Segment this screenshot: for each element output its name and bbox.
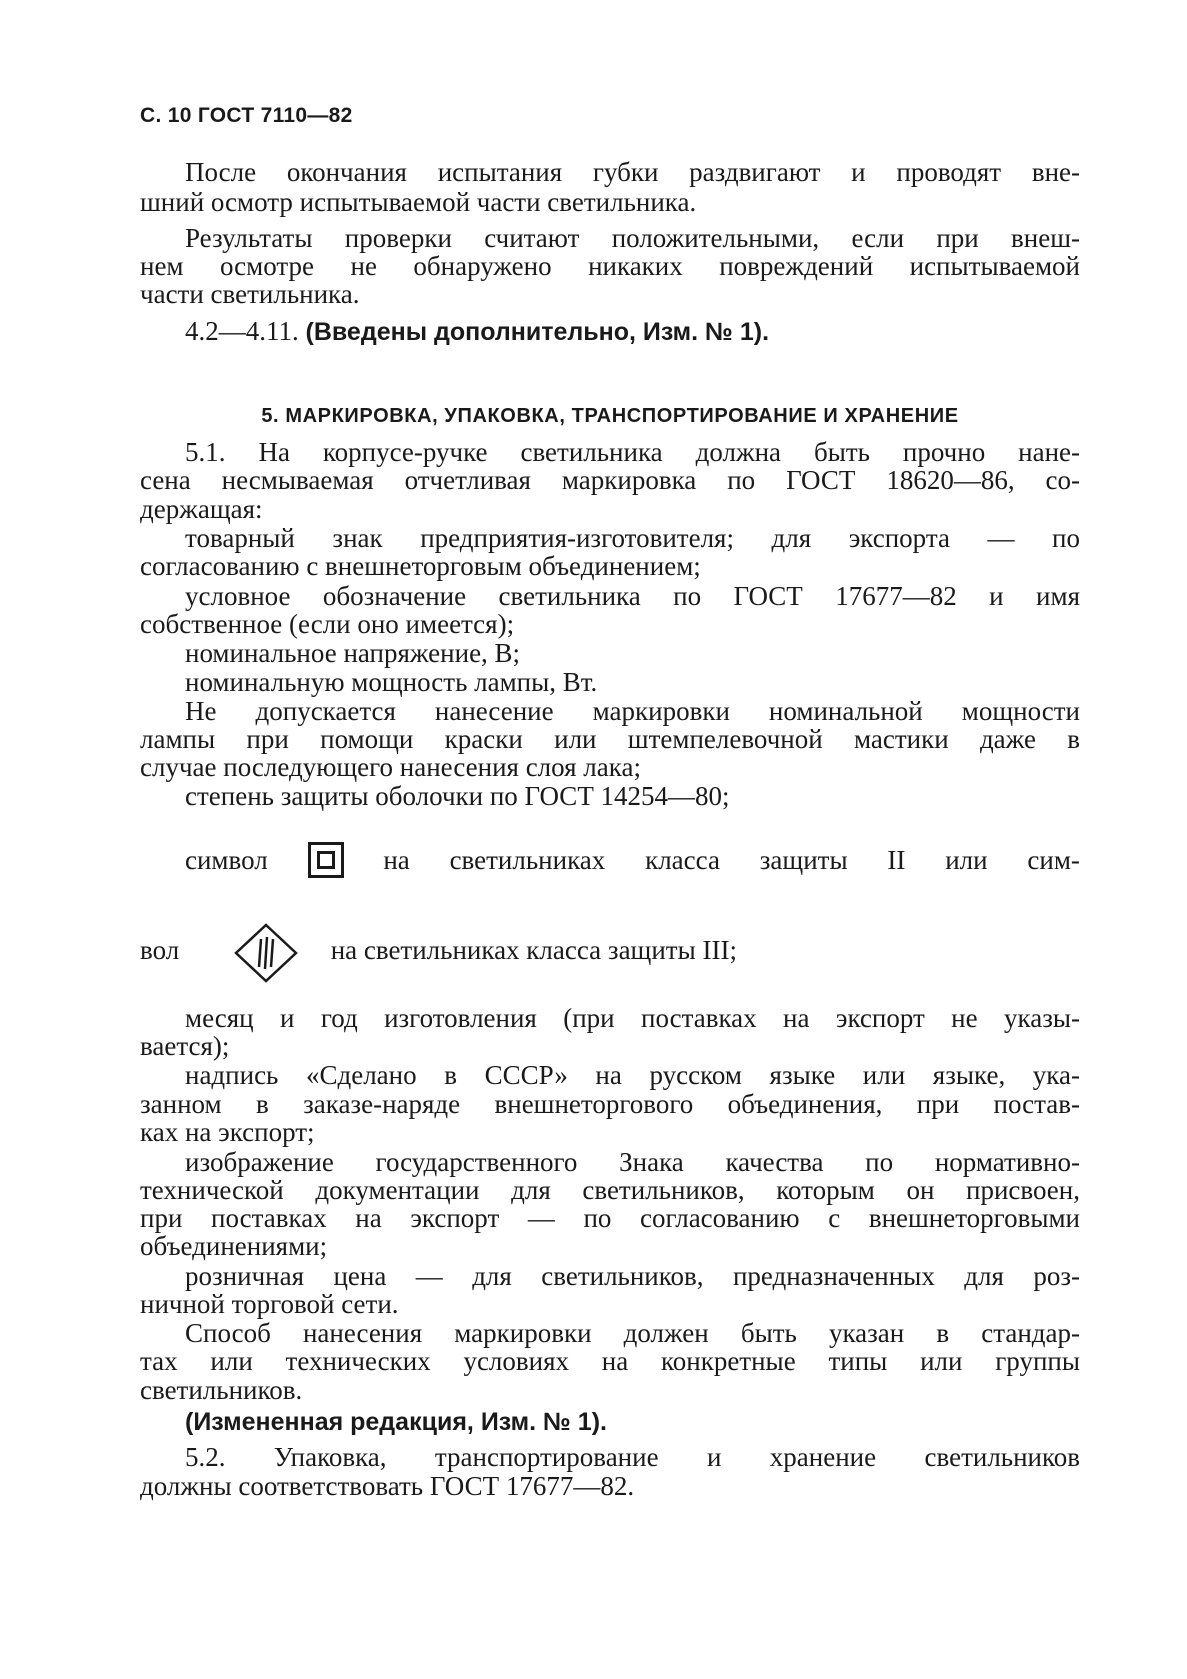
sym-word-5: защиты: [759, 845, 848, 875]
item8-line4: объединениями;: [140, 1231, 328, 1261]
p1-line1: После окончания испытания губки раздвигают и проводят вне-: [185, 157, 1080, 187]
diamond-class-iii-icon: [226, 921, 306, 985]
item8-line2: технической документации для светильников, которым он присвоен,: [140, 1175, 1080, 1205]
item8-line1: изображение государственного Знака качества по нормативно-: [185, 1147, 1080, 1177]
p51-line1: 5.1. На корпусе-ручке светильника должна быть прочно нане-: [185, 437, 1080, 467]
p52-line1: 5.2. Упаковка, транспортирование и хранение светильников: [185, 1442, 1080, 1472]
sym-word-2: на: [383, 845, 410, 875]
sym-word-6: II: [887, 845, 906, 875]
p-method-line3: светильников.: [140, 1375, 303, 1405]
item3: номинальное напряжение, В;: [185, 638, 521, 668]
standard-number: ГОСТ 7110—82: [197, 104, 353, 127]
sym-word-7: или: [945, 845, 988, 875]
item6-line2: вается);: [140, 1031, 230, 1061]
sym-word-1: символ: [185, 845, 268, 875]
item9-line2: ничной торговой сети.: [140, 1289, 399, 1319]
sym2-rest: на светильниках класса защиты III;: [330, 935, 737, 965]
page-number: С. 10: [140, 104, 192, 127]
symbol-line-2: [140, 918, 1080, 982]
item2-line1: условное обозначение светильника по ГОСТ 17677—82 и имя: [185, 581, 1080, 611]
p2-line1: Результаты проверки считают положительными, если при внеш-: [185, 223, 1080, 253]
symbol-line-1: [185, 838, 1080, 882]
item9-line1: розничная цена — для светильников, предназначенных для роз-: [185, 1261, 1080, 1291]
note1-number: 4.2—4.11.: [185, 316, 299, 346]
p-not-line2: лампы при помощи краски или штемпелевочной мастики даже в: [140, 724, 1080, 754]
amendment-note-1: [185, 316, 1080, 347]
item4: номинальную мощность лампы, Вт.: [185, 667, 598, 697]
item1-line1: товарный знак предприятия-изготовителя; для экспорта — по: [185, 523, 1080, 553]
double-square-icon: [308, 842, 344, 878]
amendment-note-2: (Измененная редакция, Изм. № 1).: [185, 1408, 607, 1436]
p51-line2: сена несмываемая отчетливая маркировка по ГОСТ 18620—86, со-: [140, 465, 1080, 495]
sym2-word-1: вол: [140, 935, 180, 965]
p-not-line1: Не допускается нанесение маркировки номинальной мощности: [185, 696, 1080, 726]
sym-word-4: класса: [645, 845, 720, 875]
sym-word-8: сим-: [1027, 845, 1080, 875]
p-method-line2: тах или технических условиях на конкретные типы или группы: [140, 1346, 1080, 1376]
item1-line2: согласованию с внешнеторговым объединением;: [140, 551, 701, 581]
p-not-line3: случае последующего нанесения слоя лака;: [140, 752, 641, 782]
p51-line3: держащая:: [140, 494, 263, 524]
sym-word-3: светильниках: [449, 845, 606, 875]
item8-line3: при поставках на экспорт — по согласованию с внешнеторговыми: [140, 1203, 1080, 1233]
item7-line3: ках на экспорт;: [140, 1117, 315, 1147]
p2-line2: нем осмотре не обнаружено никаких повреждений испытываемой: [140, 251, 1080, 281]
p1-line2: шний осмотр испытываемой части светильника.: [140, 187, 697, 217]
item7-line2: занном в заказе-наряде внешнеторгового объединения, при постав-: [140, 1089, 1080, 1119]
item5: степень защиты оболочки по ГОСТ 14254—80;: [185, 781, 730, 811]
note1-text: (Введены дополнительно, Изм. № 1).: [305, 318, 770, 346]
item7-line1: надпись «Сделано в СССР» на русском языке или языке, ука-: [185, 1060, 1080, 1090]
p-method-line1: Способ нанесения маркировки должен быть указан в стандар-: [185, 1318, 1080, 1348]
p2-line3: части светильника.: [140, 279, 360, 309]
section-5-title: 5. МАРКИРОВКА, УПАКОВКА, ТРАНСПОРТИРОВАНИЕ И ХРАНЕНИЕ: [261, 405, 959, 427]
page-header: [140, 104, 353, 128]
item2-line2: собственное (если оно имеется);: [140, 609, 515, 639]
item6-line1: месяц и год изготовления (при поставках на экспорт не указы-: [185, 1003, 1080, 1033]
p52-line2: должны соответствовать ГОСТ 17677—82.: [140, 1471, 635, 1501]
